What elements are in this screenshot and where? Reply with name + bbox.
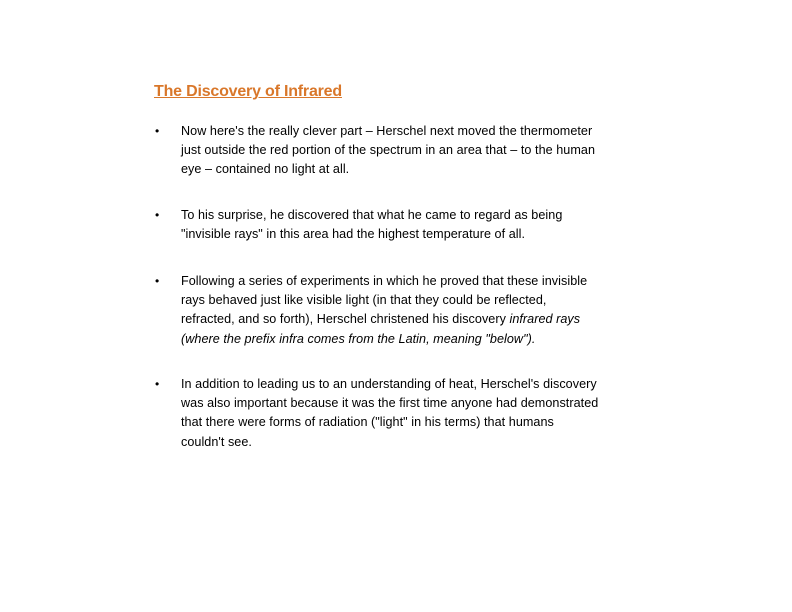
bullet-text-line bbox=[181, 141, 595, 160]
bullet-text-line bbox=[181, 433, 252, 452]
bullet-text-line bbox=[181, 206, 562, 225]
bullet-text-line bbox=[181, 375, 597, 394]
bullet-text-line bbox=[181, 272, 587, 291]
bullet-text-line bbox=[181, 330, 535, 349]
text: Following a series of experiments in which he proved that these invisible bbox=[181, 274, 588, 288]
italic-text: (where the prefix infra comes from the Latin, meaning "below"). bbox=[181, 331, 536, 346]
slide-title: The Discovery of Infrared bbox=[154, 83, 342, 100]
text: Now here's the really clever part – Herschel next moved the thermometer bbox=[181, 124, 593, 138]
text: couldn't see. bbox=[181, 434, 252, 449]
bullet-text-line bbox=[181, 160, 349, 179]
bullet-text-line bbox=[181, 122, 592, 141]
text: eye – contained no light at all. bbox=[181, 162, 350, 177]
italic-text: infrared rays bbox=[509, 312, 581, 327]
bullet-dot-icon: • bbox=[155, 274, 160, 288]
bullet-dot-icon: • bbox=[155, 208, 160, 222]
bullet-text-line bbox=[181, 225, 525, 244]
bullet-text-line bbox=[181, 310, 580, 329]
text: In addition to leading us to an understanding of heat, Herschel's discovery bbox=[181, 377, 597, 391]
text: To his surprise, he discovered that what he came to regard as being bbox=[181, 208, 563, 222]
text: rays behaved just like visible light (in that they could be reflected, bbox=[181, 293, 547, 308]
bullet-text-line bbox=[181, 394, 598, 413]
text: was also important because it was the first time anyone had demonstrated bbox=[181, 396, 599, 411]
text: "invisible rays" in this area had the highest temperature of all. bbox=[181, 227, 526, 242]
bullet-dot-icon: • bbox=[155, 377, 160, 391]
text: just outside the red portion of the spectrum in an area that – to the human bbox=[181, 143, 595, 158]
bullet-text-line bbox=[181, 413, 554, 432]
text: that there were forms of radiation ("light" in his terms) that humans bbox=[181, 415, 554, 430]
text: refracted, and so forth), Herschel christened his discovery bbox=[181, 312, 510, 327]
bullet-text-line bbox=[181, 291, 546, 310]
bullet-dot-icon: • bbox=[155, 124, 160, 138]
